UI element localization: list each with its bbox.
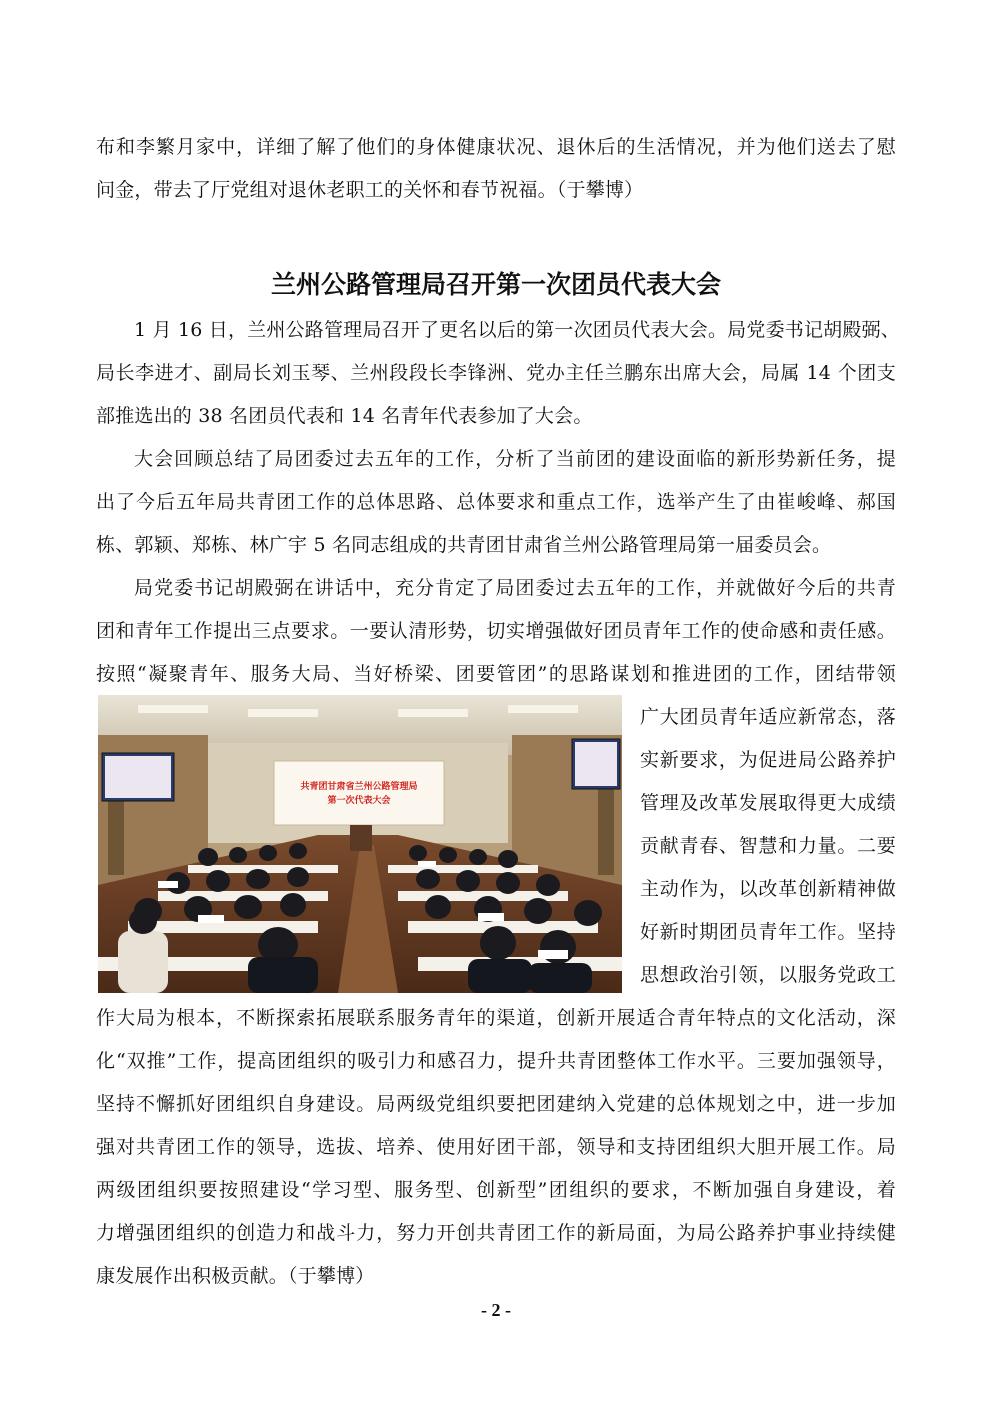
paragraph-line: 局党委书记胡殿弼在讲话中，充分肯定了局团委过去五年的工作，并就做好今后的共青 [134,577,896,599]
paragraph-line: 广大团员青年适应新常态，落 [640,706,896,728]
paragraph-line: 两级团组织要按照建设“学习型、服务型、创新型”团组织的要求，不断加强自身建设，着 [96,1179,896,1201]
paragraph-line: 思想政治引领，以服务党政工 [640,964,896,986]
banner-line-1: 共青团甘肃省兰州公路管理局 [300,782,418,792]
paragraph-line: 大会回顾总结了局团委过去五年的工作，分析了当前团的建设面临的新形势新任务，提 [134,448,896,470]
paragraph-line: 好新时期团员青年工作。坚持 [640,921,896,943]
paragraph-line: 作大局为根本，不断探索拓展联系服务青年的渠道，创新开展适合青年特点的文化活动，深 [96,1007,896,1029]
meeting-photo [98,695,622,993]
paragraph-line: 实新要求，为促进局公路养护 [640,749,896,771]
intro-line-1: 布和李繁月家中，详细了解了他们的身体健康状况、退休后的生活情况，并为他们送去了慰 [96,136,896,158]
paragraph-line: 强对共青团工作的领导，选拔、培养、使用好团干部，领导和支持团组织大胆开展工作。局 [96,1136,896,1158]
article-title: 兰州公路管理局召开第一次团员代表大会 [270,270,721,299]
paragraph-line: 主动作为，以改革创新精神做 [640,878,896,900]
paragraph-line: 康发展作出积极贡献。（于攀博） [96,1265,375,1287]
paragraph-line: 坚持不懈抓好团组织自身建设。局两级党组织要把团建纳入党建的总体规划之中，进一步加 [96,1093,896,1115]
paragraph-line: 管理及改革发展取得更大成绩 [640,792,896,814]
paragraph-line: 1 月 16 日，兰州公路管理局召开了更名以后的第一次团员代表大会。局党委书记胡殿弼、 [134,319,900,341]
paragraph-line: 部推选出的 38 名团员代表和 14 名青年代表参加了大会。 [96,405,593,427]
banner-line-2: 第一次代表大会 [327,796,391,806]
paragraph-line: 贡献青春、智慧和力量。二要 [640,835,896,857]
paragraph-line: 团和青年工作提出三点要求。一要认清形势，切实增强做好团员青年工作的使命感和责任感。 [96,620,896,642]
page-number: - 2 - [481,1300,511,1320]
paragraph-line: 按照“凝聚青年、服务大局、当好桥梁、团要管团”的思路谋划和推进团的工作，团结带领 [96,663,896,685]
paragraph-line: 局长李进才、副局长刘玉琴、兰州段段长李锋洲、党办主任兰鹏东出席大会，局属 14 个团支 [96,362,896,384]
paragraph-line: 化“双推”工作，提高团组织的吸引力和感召力，提升共青团整体工作水平。三要加强领导， [96,1050,896,1072]
paragraph-line: 力增强团组织的创造力和战斗力，努力开创共青团工作的新局面，为局公路养护事业持续健 [96,1222,896,1244]
paragraph-line: 栋、郭颖、郑栋、林广宇 5 名同志组成的共青团甘肃省兰州公路管理局第一届委员会。 [96,534,832,556]
intro-line-2: 问金，带去了厅党组对退休老职工的关怀和春节祝福。（于攀博） [96,179,644,201]
paragraph-line: 出了今后五年局共青团工作的总体思路、总体要求和重点工作，选举产生了由崔峻峰、郝国 [96,491,896,513]
